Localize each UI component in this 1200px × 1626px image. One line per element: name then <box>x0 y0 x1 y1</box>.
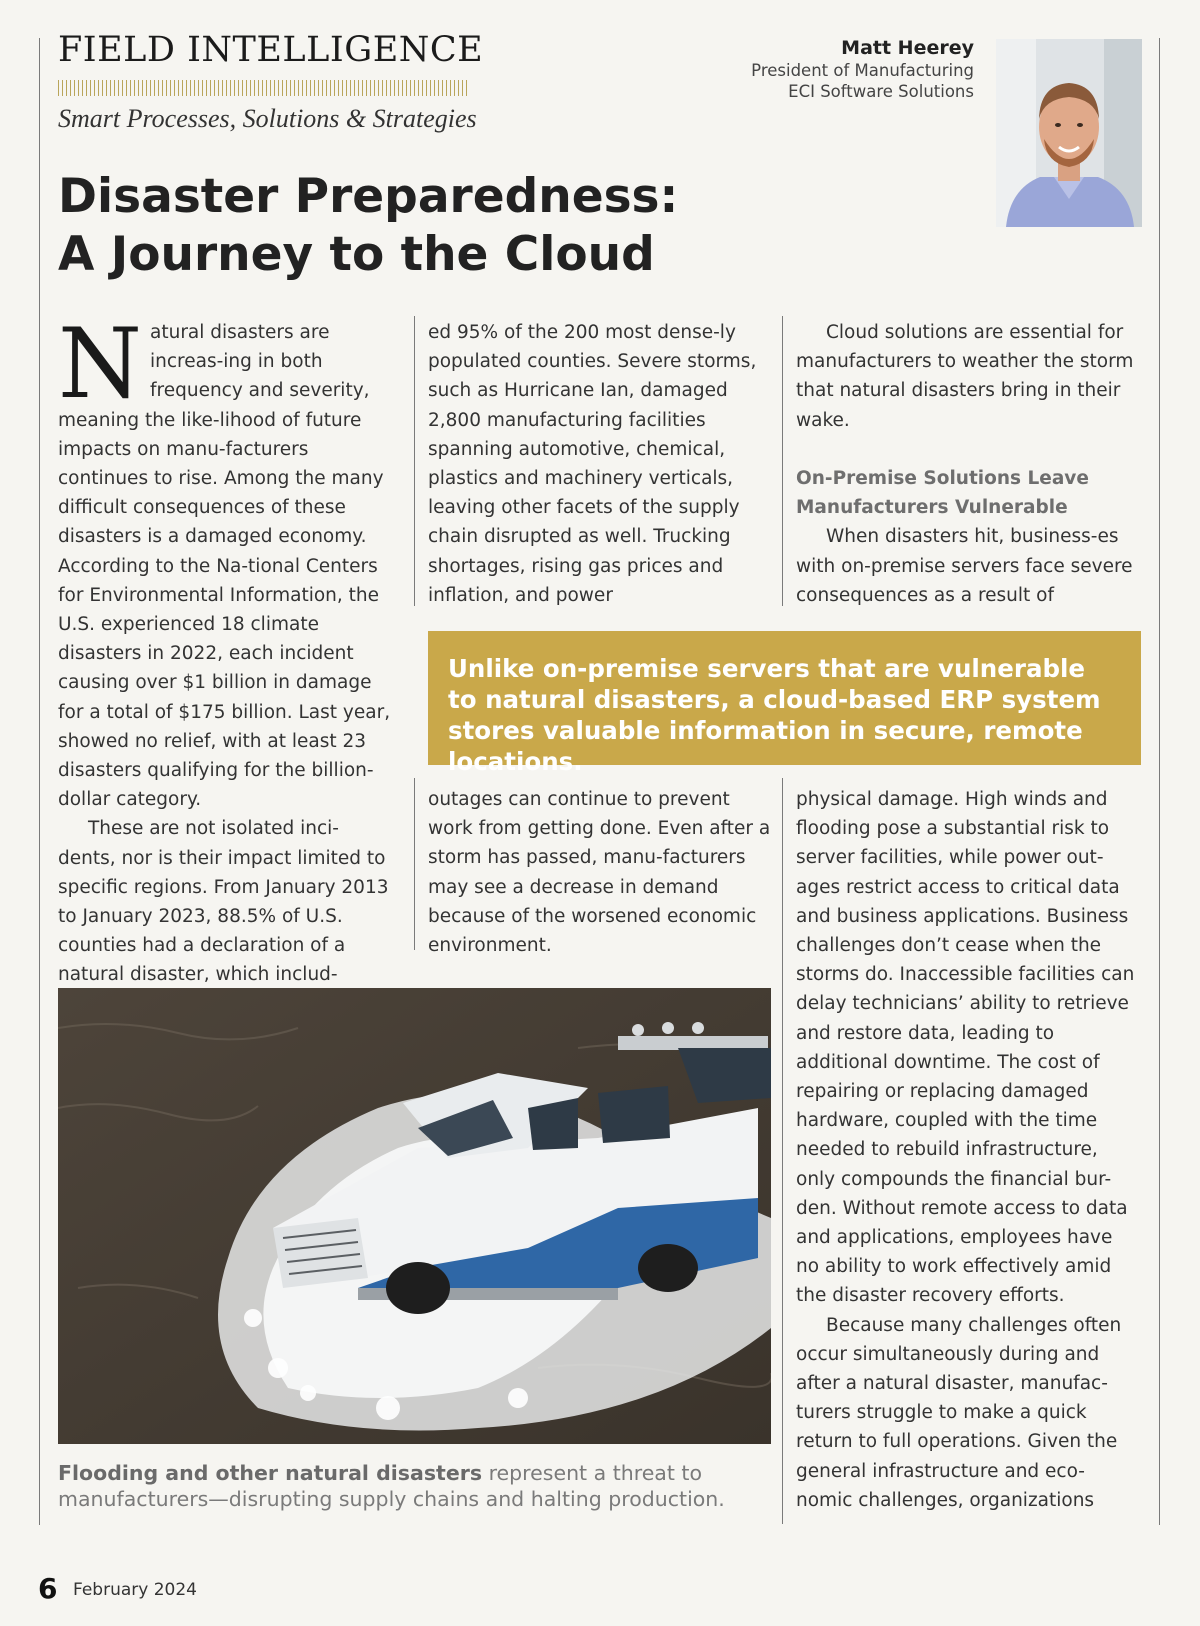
left-margin-rule <box>39 38 40 1525</box>
body-paragraph: These are not isolated inci-dents, nor is their impact limited to specific regions. From January 2013 to January 2023, 88.5% of U.S. counties had a declaration of a natural disaster, which includ- <box>58 818 389 986</box>
headline-line-2: A Journey to the Cloud <box>58 227 655 282</box>
column-3-top <box>796 318 1141 610</box>
issue-date: February 2024 <box>73 1580 197 1600</box>
body-paragraph: When disasters hit, business-es with on-premise servers face severe consequences as a result of <box>796 526 1133 606</box>
caption-text: represent a threat to manufacturers—disrupting supply chains and halting production. <box>58 1461 725 1511</box>
author-portrait <box>996 39 1142 227</box>
headline-line-1: Disaster Preparedness: <box>58 169 679 224</box>
section-tagline: Smart Processes, Solutions & Strategies <box>58 104 477 133</box>
article-headline <box>58 168 678 284</box>
pull-quote <box>428 631 1141 776</box>
subheading: On-Premise Solutions Leave Manufacturers Vulnerable <box>796 468 1089 519</box>
column-divider-2-top <box>782 316 783 606</box>
body-paragraph: outages can continue to prevent work from getting done. Even after a storm has passed, manu-facturers may see a decrease in demand because of the worsened economic environment. <box>428 789 771 957</box>
body-paragraph: Natural disasters are increas-ing in both frequency and severity, meaning the like-lihood of future impacts on manu-facturers continues to rise. Among the many difficult consequences of these disasters is a damaged economy. According to the Na-tional Centers for Environmental Information, the U.S. experienced 18 climate disasters in 2022, each incident causing over $1 billion in damage for a total of $175 billion. Last year, showed no relief, with at least 23 disasters qualifying for the billion-dollar category. <box>58 308 391 811</box>
column-divider-1-bottom <box>414 778 415 950</box>
page-number: 6 <box>38 1572 58 1605</box>
author-title: President of Manufacturing <box>751 61 974 80</box>
pull-quote-text: Unlike on-premise servers that are vulnerable to natural disasters, a cloud-based ERP system stores valuable information in secure, remote locations. <box>448 654 1101 776</box>
body-paragraph: physical damage. High winds and flooding pose a substantial risk to server facilities, while power out-ages restrict access to critical data and business applications. Business challenges don’t cease when the storms do. Inaccessible facilities can delay technicians’ ability to retrieve and restore data, leading to additional downtime. The cost of repairing or replacing damaged hardware, coupled with the time needed to rebuild infrastructure, only compounds the financial bur-den. Without remote access to data and applications, employees have no ability to work effectively amid the disaster recovery efforts. <box>796 789 1135 1307</box>
body-paragraph: Cloud solutions are essential for manufacturers to weather the storm that natural disasters bring in their wake. <box>796 322 1134 431</box>
right-margin-rule <box>1159 38 1160 1525</box>
column-2-bottom <box>428 785 773 960</box>
author-company: ECI Software Solutions <box>788 82 974 101</box>
column-divider-2-bottom <box>782 778 783 1524</box>
photo-caption <box>58 1460 771 1512</box>
body-paragraph: ed 95% of the 200 most dense-ly populated counties. Severe storms, such as Hurricane Ian, damaged 2,800 manufacturing facilities spanning automotive, chemical, plastics and machinery verticals, leaving other facets of the supply chain disrupted as well. Trucking shortages, rising gas prices and inflation, and power <box>428 322 757 606</box>
author-name: Matt Heerey <box>841 37 974 59</box>
decorative-hatch-bar <box>58 80 468 96</box>
column-divider-1-top <box>414 316 415 606</box>
caption-lead: Flooding and other natural disasters <box>58 1461 483 1485</box>
drop-cap: N <box>58 308 142 420</box>
column-3-bottom <box>796 785 1141 1515</box>
column-2-top <box>428 318 773 610</box>
spacer <box>796 435 1141 464</box>
body-paragraph: Because many challenges often occur simultaneously during and after a natural disaster, manufac-turers struggle to make a quick return to full operations. Given the general infrastructure and eco-nomic challenges, organizations <box>796 1314 1122 1511</box>
author-block <box>751 36 974 102</box>
section-title: FIELD INTELLIGENCE <box>58 30 484 70</box>
column-1 <box>58 308 393 990</box>
flood-truck-photo <box>58 988 771 1444</box>
